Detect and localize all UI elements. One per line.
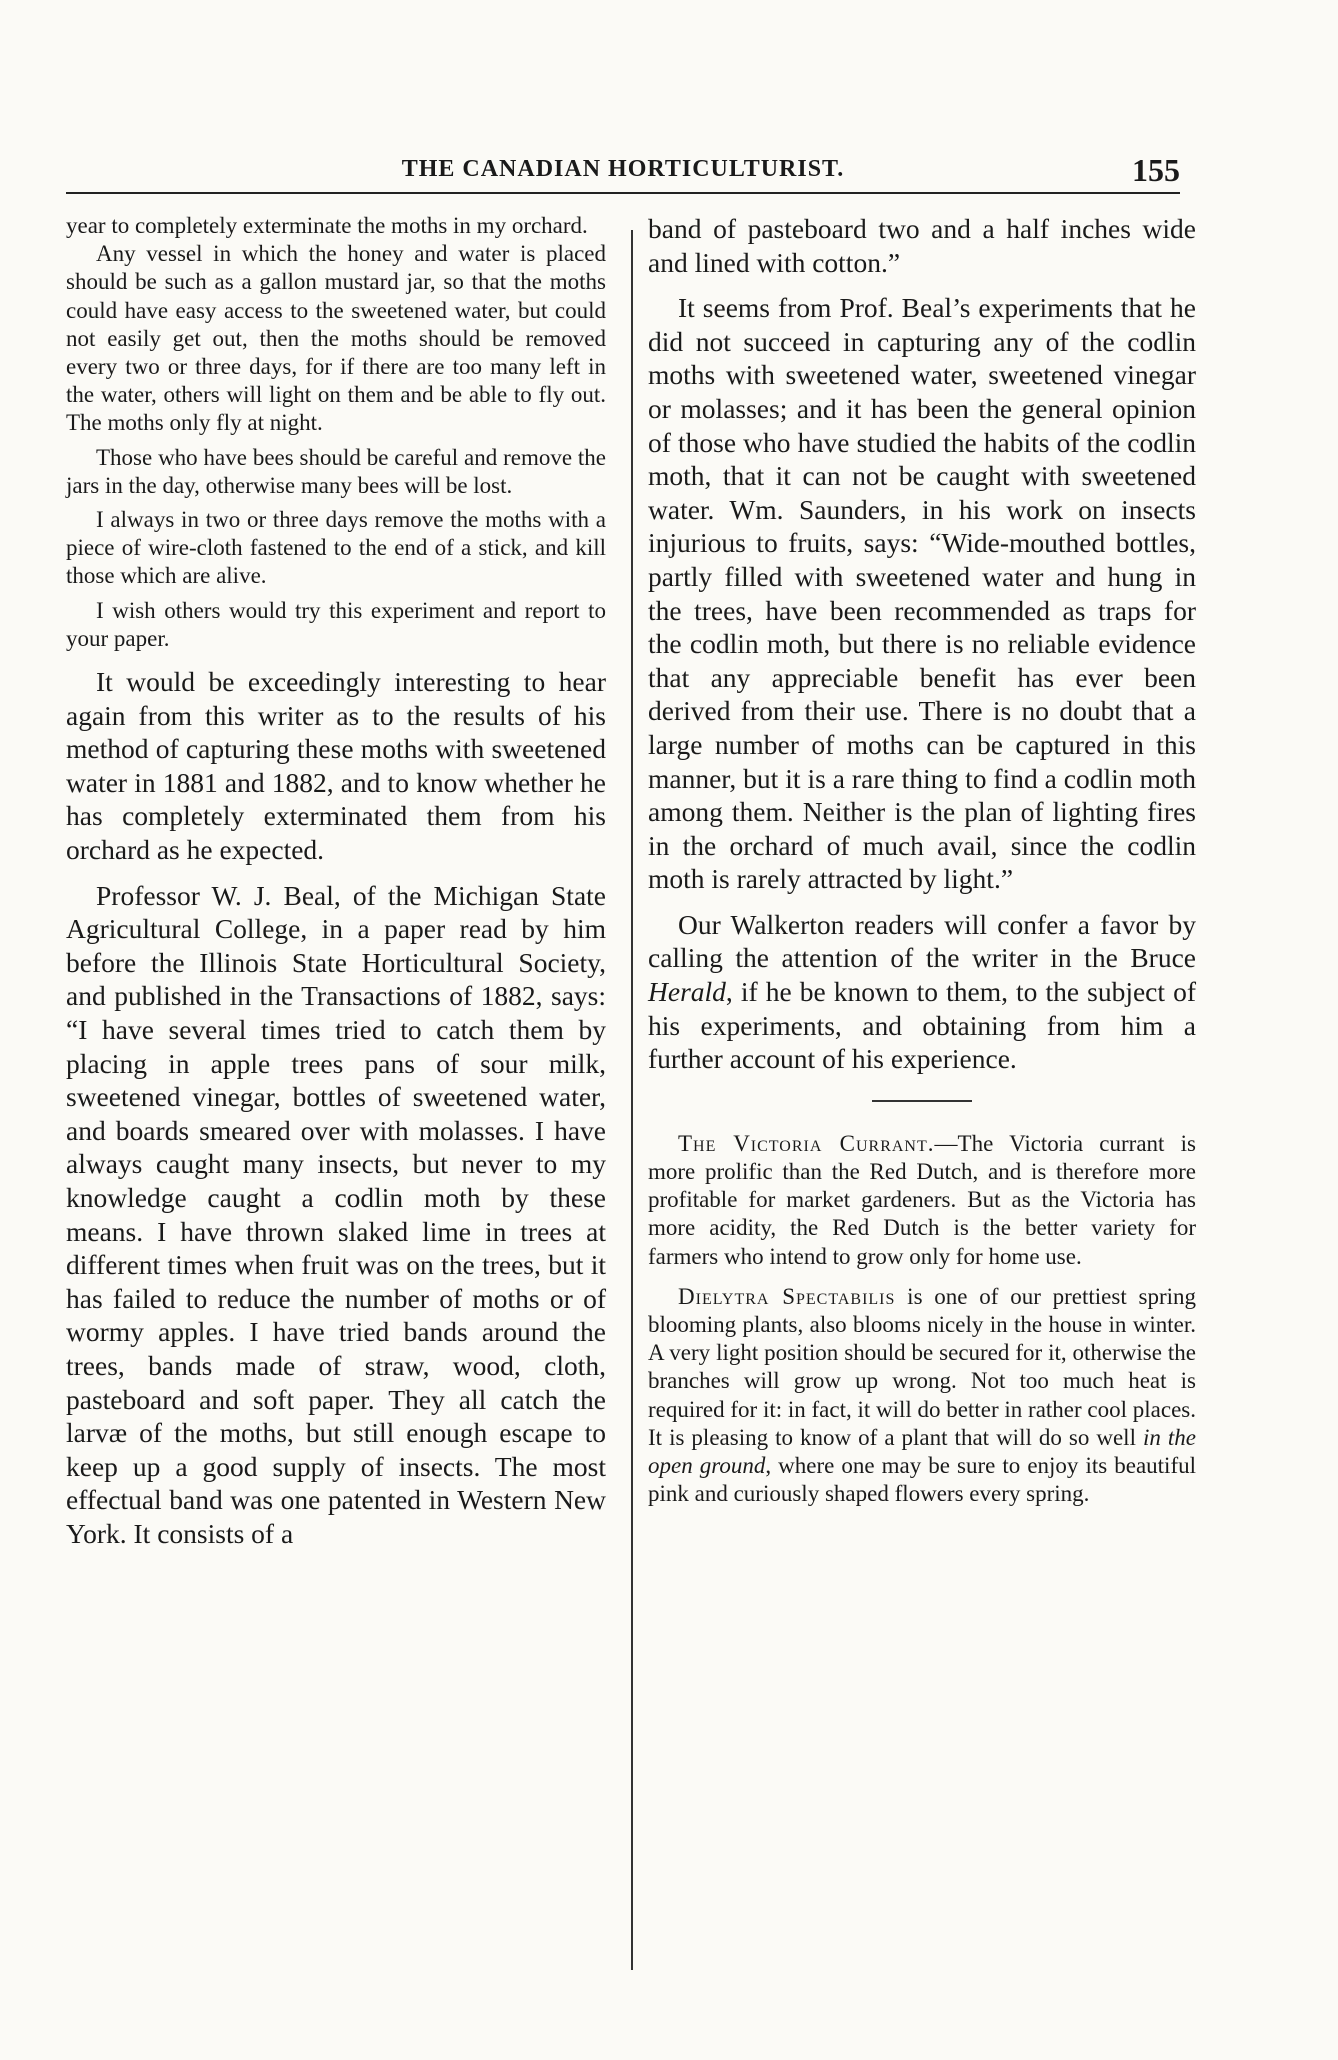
paragraph-walkerton-readers xyxy=(648,908,1196,1076)
paragraph-vessel: Any vessel in which the honey and water is placed should be such as a gallon mustard jar, so that the moths could have easy access to the sweetened water, but could not easily get out, then the moths should be removed every two or three days, for if there are too many left in the water, others will light on them and be able to fly out. The moths only fly at night. xyxy=(66,241,606,436)
section-divider xyxy=(872,1100,972,1102)
victoria-text: —The Victoria currant is more prolific than the Red Dutch, and is therefore more profitable for market gardeners. But as the Victoria has more acidity, the Red Dutch is the better variety for farmers who intend to grow only for home use. xyxy=(648,1130,1196,1269)
dielytra-text-2: , where one may be sure to enjoy its beautiful pink and curiously shaped flowers every spring. xyxy=(648,1453,1196,1507)
paragraph-beal-experiments: It seems from Prof. Beal’s experiments that he did not succeed in capturing any of the codlin moths with sweetened water, sweetened vinegar or molasses; and it has been the general opinion of those who have studied the habits of the codlin moth, that it can not be caught with sweetened water. Wm. Saunders, in his work on insects injurious to fruits, says: “Wide-mouthed bottles, partly filled with sweetened water and hung in the trees, have been recommended as traps for the codlin moth, but there is no reliable evidence that any appreciable benefit has ever been derived from their use. There is no doubt that a large number of moths can be captured in this manner, but it is a rare thing to find a codlin moth among them. Neither is the plan of lighting fires in the orchard of much avail, since the codlin moth is rarely attracted by light.” xyxy=(648,292,1196,895)
page-number: 155 xyxy=(1132,152,1180,188)
paragraph-editor-comment: It would be exceedingly interesting to hear again from this writer as to the results of his method of capturing these moths with sweetened water in 1881 and 1882, and to know whether he has completely exterminated them from his orchard as he expected. xyxy=(66,666,606,866)
paragraph-experiment: I wish others would try this experiment and report to your paper. xyxy=(66,597,606,651)
victoria-heading: The Victoria Currant. xyxy=(678,1130,935,1156)
paragraph-continued: year to completely exterminate the moths in my orchard. xyxy=(66,213,588,238)
running-head xyxy=(66,152,1180,194)
paragraph-band-continued: band of pasteboard two and a half inches wide and lined with cotton.” xyxy=(648,213,1196,278)
dielytra-italic: in the open ground xyxy=(648,1424,1196,1479)
herald-title: Herald xyxy=(648,976,726,1008)
paragraph-victoria-currant xyxy=(648,1130,1196,1271)
paragraph-professor-beal: Professor W. J. Beal, of the Michigan State Agricultural College, in a paper read by him before the Illinois State Horticultural Society, and published in the Transactions of 1882, says: “I have several times tried to catch them by placing in apple trees pans of sour milk, sweetened vinegar, bottles of sweetened water, and boards smeared over with molasses. I have always caught many insects, but never to my knowledge caught a codlin moth by these means. I have thrown slaked lime in trees at different times when fruit was on the trees, but it has failed to reduce the number of moths or of wormy apples. I have tried bands around the trees, bands made of straw, wood, cloth, pasteboard and soft paper. They all catch the larvæ of the moths, but still enough escape to keep up a good supply of insects. The most effectual band was one patented in Western New York. It consists of a xyxy=(66,879,606,1549)
paragraph-dielytra xyxy=(648,1283,1196,1509)
paragraph-bees: Those who have bees should be careful and remove the jars in the day, otherwise many bees will be lost. xyxy=(66,444,606,498)
dielytra-text-1: is one of our prettiest spring blooming plants, also blooms nicely in the house in winter. A very light position should be secured for it, otherwise the branches will grow up wrong. Not too much heat is required for it: in fact, it will do better in rather cool places. It is pleasing to know of a plant that will do so well xyxy=(648,1283,1196,1450)
left-column xyxy=(66,212,606,1550)
running-title: THE CANADIAN HORTICULTURIST. xyxy=(401,156,845,182)
column-rule xyxy=(631,230,633,1970)
paragraph-remove-moths: I always in two or three days remove the moths with a piece of wire-cloth fastened to the end of a stick, and kill those which are alive. xyxy=(66,507,606,589)
right-column xyxy=(648,212,1196,1508)
walkerton-text-1: Our Walkerton readers will confer a favor by calling the attention of the writer in the Bruce xyxy=(648,908,1196,974)
dielytra-heading: Dielytra Spectabilis xyxy=(678,1283,896,1309)
walkerton-text-2: , if he be known to them, to the subject of his experiments, and obtaining from him a further account of his experience. xyxy=(648,976,1196,1075)
